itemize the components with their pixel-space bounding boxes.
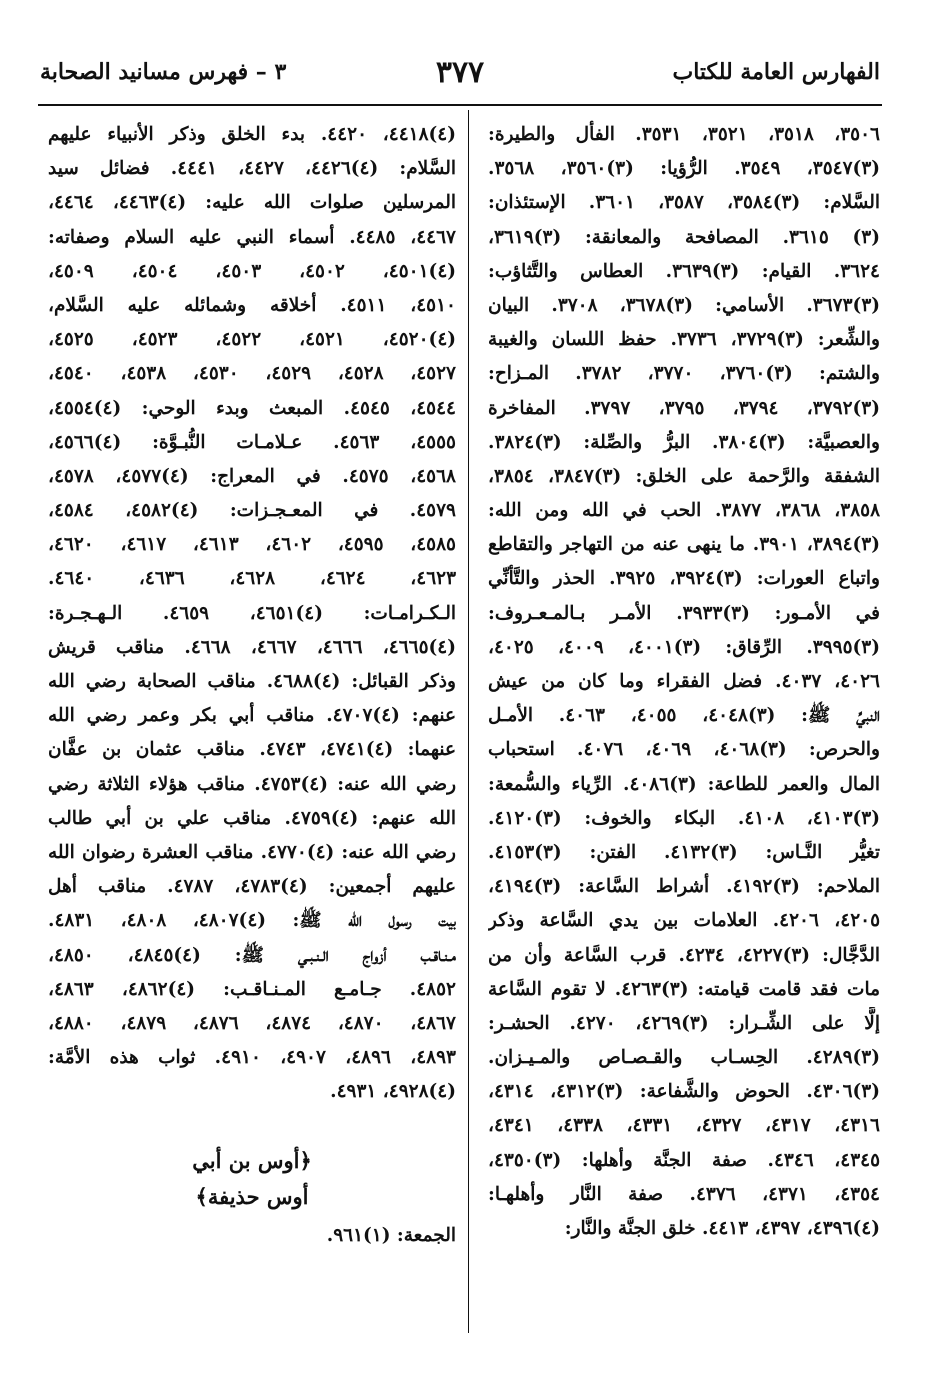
index-line: عنهم: (٤)٤٧٠٧. مناقب أبي بكر وعمر رضي الله bbox=[48, 705, 456, 727]
index-line: ٤٥٧٩. في المعـجـزات: (٤)٤٥٨٢، ٤٥٨٤، bbox=[48, 500, 456, 522]
index-line: (٣)٤١٠٣، ٤١٠٨. البكاء والخوف: (٣)٤١٢٠. bbox=[488, 807, 880, 829]
index-line: (٤)٤٥٢٠، ٤٥٢١، ٤٥٢٢، ٤٥٢٣، ٤٥٢٥، bbox=[48, 329, 456, 351]
index-line: ٤٥٤٤، ٤٥٤٥. المبعث وبدء الوحي: (٤)٤٥٥٤، bbox=[48, 397, 456, 419]
right-column bbox=[488, 118, 880, 1246]
index-line: ٤٥٨٥، ٤٥٩٥، ٤٦٠٢، ٤٦١٣، ٤٦١٧، ٤٦٢٠، bbox=[48, 534, 456, 556]
index-line: رضي الله عنه: (٤)٤٧٧٠. مناقب العشرة رضوان الله bbox=[48, 841, 456, 863]
index-line: ٤٥٢٧، ٤٥٢٨، ٤٥٢٩، ٤٥٣٠، ٤٥٣٨، ٤٥٤٠، bbox=[48, 363, 456, 385]
index-line: ٤٠٢٦، ٤٠٣٧. فضل الفقراء وما كان من عيش bbox=[488, 671, 880, 692]
index-line: (٤)٤٩٢٨، ٤٩٣١. bbox=[330, 1081, 456, 1103]
index-line: ٤٨٩٣، ٤٨٩٦، ٤٩٠٧، ٤٩١٠. ثواب هذه الأمَّة: bbox=[48, 1047, 456, 1069]
index-line: إلَّا على الشِّـرار: (٣)٤٢٦٩، ٤٢٧٠. الحشـر: bbox=[488, 1012, 880, 1034]
index-line: والحرص: (٣)٤٠٦٨، ٤٠٦٩، ٤٠٧٦. استحباب bbox=[488, 739, 880, 761]
index-line: (٣)٣٦٧٣. الأسامي: (٣)٣٦٧٨، ٣٧٠٨. البيان bbox=[488, 294, 880, 316]
index-line: (٣) ٣٦١٥. المصافحة والمعانقة: (٣)٣٦١٩، bbox=[488, 226, 880, 248]
index-line: الملاحم: (٣)٤١٩٢. أشراط السَّاعة: (٣)٤١٩٤، bbox=[488, 876, 880, 898]
header-rule bbox=[38, 104, 882, 106]
index-line: (٣)٣٧٩٢، ٣٧٩٤، ٣٧٩٥، ٣٧٩٧. المفاخرة bbox=[488, 397, 880, 419]
section-heading-line2: أوس حذيفة﴾ bbox=[195, 1184, 309, 1210]
index-line: والشتم: (٣)٣٧٦٠، ٣٧٧٠، ٣٧٨٢. المـزاح: bbox=[488, 363, 880, 385]
index-line: السَّلام: (٣)٣٥٨٤، ٣٥٨٧، ٣٦٠١. الإستئذان: bbox=[488, 192, 880, 214]
index-line: تغيُّر النَّـاس: (٣)٤١٣٢. الفتن: (٣)٤١٥٣. bbox=[488, 841, 880, 863]
index-line: ٤٣١٦، ٤٣١٧، ٤٣٢٧، ٤٣٣١، ٤٣٣٨، ٤٣٤١، bbox=[488, 1115, 880, 1137]
index-line: (٣)٤٢٨٩. الحِسـاب والقـصـاص والمـيـزان. bbox=[488, 1047, 880, 1069]
index-line: ٤٨٥٢. جـامـع المـنـاقـب: (٤)٤٨٦٢، ٤٨٦٣، bbox=[48, 978, 456, 1000]
left-column bbox=[48, 118, 456, 1253]
index-line: (٤)٤٦٦٥، ٤٦٦٦، ٤٦٦٧، ٤٦٦٨. مناقب قريش bbox=[48, 636, 456, 658]
index-line: (٤)٤٥٠١، ٤٥٠٢، ٤٥٠٣، ٤٥٠٤، ٤٥٠٩، bbox=[48, 260, 456, 282]
index-line: بيت رسول الله ﷺ: (٤)٤٨٠٧، ٤٨٠٨، ٤٨٣١. bbox=[48, 910, 456, 932]
page-number: ٣٧٧ bbox=[435, 55, 485, 90]
index-line: والشِّعر: (٣)٣٧٢٩، ٣٧٣٦. حفظ اللسان والغيبة bbox=[488, 329, 880, 351]
index-line: الدَّجَّال: (٣)٤٢٢٧، ٤٢٣٤. قرب السَّاعة وأن من bbox=[488, 944, 880, 966]
index-line: ٤٥٥٥، ٤٥٦٣. عـلامـات النُّبـوَّة: (٤)٤٥٦٦، bbox=[48, 431, 456, 453]
index-line: ٤٢٠٥، ٤٢٠٦. العلامات بين يدي السَّاعة وذكر bbox=[488, 910, 880, 932]
index-line: ٤٤٦٧، ٤٤٨٥. أسماء النبي عليه السلام وصفاته: bbox=[48, 226, 456, 248]
index-line: الشفقة والرَّحمة على الخلق: (٣)٣٨٤٧، ٣٨٥٤، bbox=[488, 465, 880, 487]
index-line: عليهم أجمعين: (٤)٤٧٨٣، ٤٧٨٧. مناقب أهل bbox=[48, 876, 456, 898]
index-line: ٣٨٥٨، ٣٨٦٨، ٣٨٧٧. الحب في الله ومن الله: bbox=[488, 500, 880, 522]
index-line: النبيِّ ﷺ: (٣)٤٠٤٨، ٤٠٥٥، ٤٠٦٣. الأمـل bbox=[488, 705, 880, 727]
column-divider bbox=[468, 110, 469, 1333]
index-line: (٤)٤٤١٨، ٤٤٢٠. بدء الخلق وذكر الأنبياء عليهم bbox=[48, 124, 456, 145]
index-line: ٤٥٦٨، ٤٥٧٥. في المعراج: (٤)٤٥٧٧، ٤٥٧٨، bbox=[48, 465, 456, 487]
index-line: (٤)٤٣٩٦، ٤٣٩٧، ٤٤١٣. خلق الجنَّة والنَّار: bbox=[564, 1218, 880, 1239]
page-header bbox=[40, 55, 880, 103]
index-line: وذكر القبائل: (٤)٤٦٨٨. مناقب الصحابة رضي الله bbox=[48, 671, 456, 692]
index-line: ٤٨٦٧، ٤٨٧٠، ٤٨٧٤، ٤٨٧٦، ٤٨٧٩، ٤٨٨٠، bbox=[48, 1012, 456, 1034]
index-line: ٤٥١٠، ٤٥١١. أخلاقه وشمائله عليه السَّلام، bbox=[48, 294, 456, 316]
running-title-right: الفهارس العامة للكتاب bbox=[672, 59, 880, 85]
index-line: المرسلين صلوات الله عليه: (٤)٤٤٦٣، ٤٤٦٤، bbox=[48, 192, 456, 214]
index-line: رضي الله عنه: (٤)٤٧٥٣. مناقب هؤلاء الثلاثة رضي bbox=[48, 773, 456, 795]
index-line: ٤٦٢٣، ٤٦٢٤، ٤٦٢٨، ٤٦٣٦، ٤٦٤٠. bbox=[48, 568, 456, 590]
index-line: الله عنهم: (٤)٤٧٥٩. مناقب علي بن أبي طالب bbox=[48, 807, 456, 829]
index-line: (٣)٣٨٩٤، ٣٩٠١. ما ينهى عنه من التهاجر والتقاطع bbox=[488, 534, 880, 556]
index-line: والعصبيَّة: (٣)٣٨٠٤. البرُّ والصِّلة: (٣)٣٨٢٤. bbox=[488, 431, 880, 453]
index-line: المال والعمر للطاعة: (٣)٤٠٨٦. الرِّياء والسُّمعة: bbox=[488, 773, 880, 795]
index-line: مات فقد قامت قيامته: (٣)٤٢٦٣. لا تقوم السَّاعة bbox=[488, 978, 880, 1000]
index-line: (٣)٤٣٠٦. الحوض والشَّفاعة: (٣)٤٣١٢، ٤٣١٤، bbox=[488, 1081, 880, 1103]
section-heading-line1: ﴿أوس بن أبي bbox=[192, 1148, 312, 1174]
index-line: الـكـرامـات: (٤)٤٦٥١، ٤٦٥٩. الـهـجـرة: bbox=[48, 602, 456, 624]
index-line: (٣)٣٥٤٧، ٣٥٤٩. الرُّؤيا: (٣)٣٥٦٠، ٣٥٦٨. bbox=[488, 158, 880, 180]
index-line: ٣٥٠٦، ٣٥١٨، ٣٥٢١، ٣٥٣١. الفأل والطيرة: bbox=[488, 124, 880, 145]
index-line: (٣)٣٩٩٥. الرِّقاق: (٣)٤٠٠١، ٤٠٠٩، ٤٠٢٥، bbox=[488, 636, 880, 658]
index-line: عنهما: (٤)٤٧٤١، ٤٧٤٣. مناقب عثمان بن عفَّان bbox=[48, 739, 456, 761]
index-line: في الأمـور: (٣)٣٩٣٣. الأمـر بـالمـعـروف: bbox=[488, 602, 880, 624]
index-line: ٣٦٢٤. القيام: (٣)٣٦٣٩. العطاس والتَّثاؤب: bbox=[488, 260, 880, 282]
index-line: ٤٣٥٤، ٤٣٧١، ٤٣٧٦. صفة النَّار وأهلهـا: bbox=[488, 1183, 880, 1205]
index-line: السَّلام: (٤)٤٤٢٦، ٤٤٢٧، ٤٤٤١. فضائل سيد bbox=[48, 158, 456, 180]
section-entry: الجمعة: (١)٩٦١. bbox=[326, 1225, 456, 1247]
index-line: ٤٣٤٥، ٤٣٤٦. صفة الجنَّة وأهلها: (٣)٤٣٥٠، bbox=[488, 1149, 880, 1171]
index-line: مـنـاقـب أزواج الـنـبـي ﷺ: (٤)٤٨٤٥، ٤٨٥٠، bbox=[48, 944, 456, 966]
left-column-lines bbox=[48, 118, 456, 1109]
running-title-left: ٣ – فهرس مسانيد الصحابة bbox=[40, 59, 287, 85]
index-line: واتباع العورات: (٣)٣٩٢٤، ٣٩٢٥. الحذر والتَّأنِّي bbox=[488, 568, 880, 590]
